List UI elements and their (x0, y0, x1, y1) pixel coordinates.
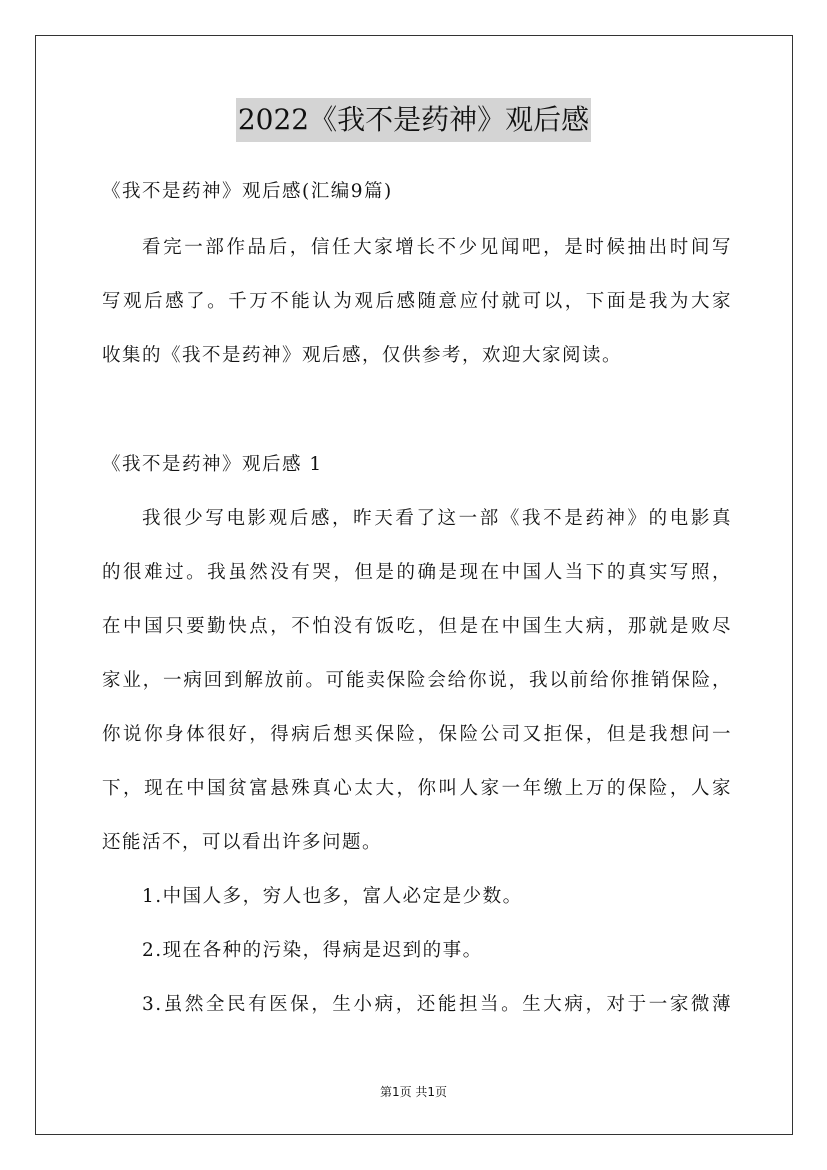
body-line: 在中国只要勤快点，不怕没有饭吃，但是在中国生大病，那就是败尽 (102, 616, 732, 637)
body-line: 还能活不，可以看出许多问题。 (102, 832, 383, 853)
document-subtitle: 《我不是药神》观后感(汇编9篇) (102, 181, 393, 202)
body-line: 下，现在中国贫富悬殊真心太大，你叫人家一年缴上万的保险，人家 (102, 778, 732, 799)
list-item: 1.中国人多，穷人也多，富人必定是少数。 (142, 886, 523, 907)
list-item: 3.虽然全民有医保，生小病，还能担当。生大病，对于一家微薄 (142, 994, 732, 1015)
page-number: 第1页 共1页 (379, 1085, 448, 1099)
document-title-wrap (0, 98, 827, 150)
intro-line: 收集的《我不是药神》观后感，仅供参考，欢迎大家阅读。 (102, 345, 623, 366)
intro-line: 写观后感了。千万不能认为观后感随意应付就可以，下面是我为大家 (102, 291, 732, 312)
body-line: 我很少写电影观后感，昨天看了这一部《我不是药神》的电影真 (142, 508, 732, 529)
intro-line: 看完一部作品后，信任大家增长不少见闻吧，是时候抽出时间写 (142, 237, 732, 258)
list-item: 2.现在各种的污染，得病是迟到的事。 (142, 940, 483, 961)
body-line: 家业，一病回到解放前。可能卖保险会给你说，我以前给你推销保险， (102, 670, 732, 691)
section-heading: 《我不是药神》观后感 1 (102, 454, 323, 475)
body-line: 你说你身体很好，得病后想买保险，保险公司又拒保，但是我想问一 (102, 724, 732, 745)
body-line: 的很难过。我虽然没有哭，但是的确是现在中国人当下的真实写照， (102, 562, 732, 583)
document-title: 2022《我不是药神》观后感 (236, 98, 591, 142)
